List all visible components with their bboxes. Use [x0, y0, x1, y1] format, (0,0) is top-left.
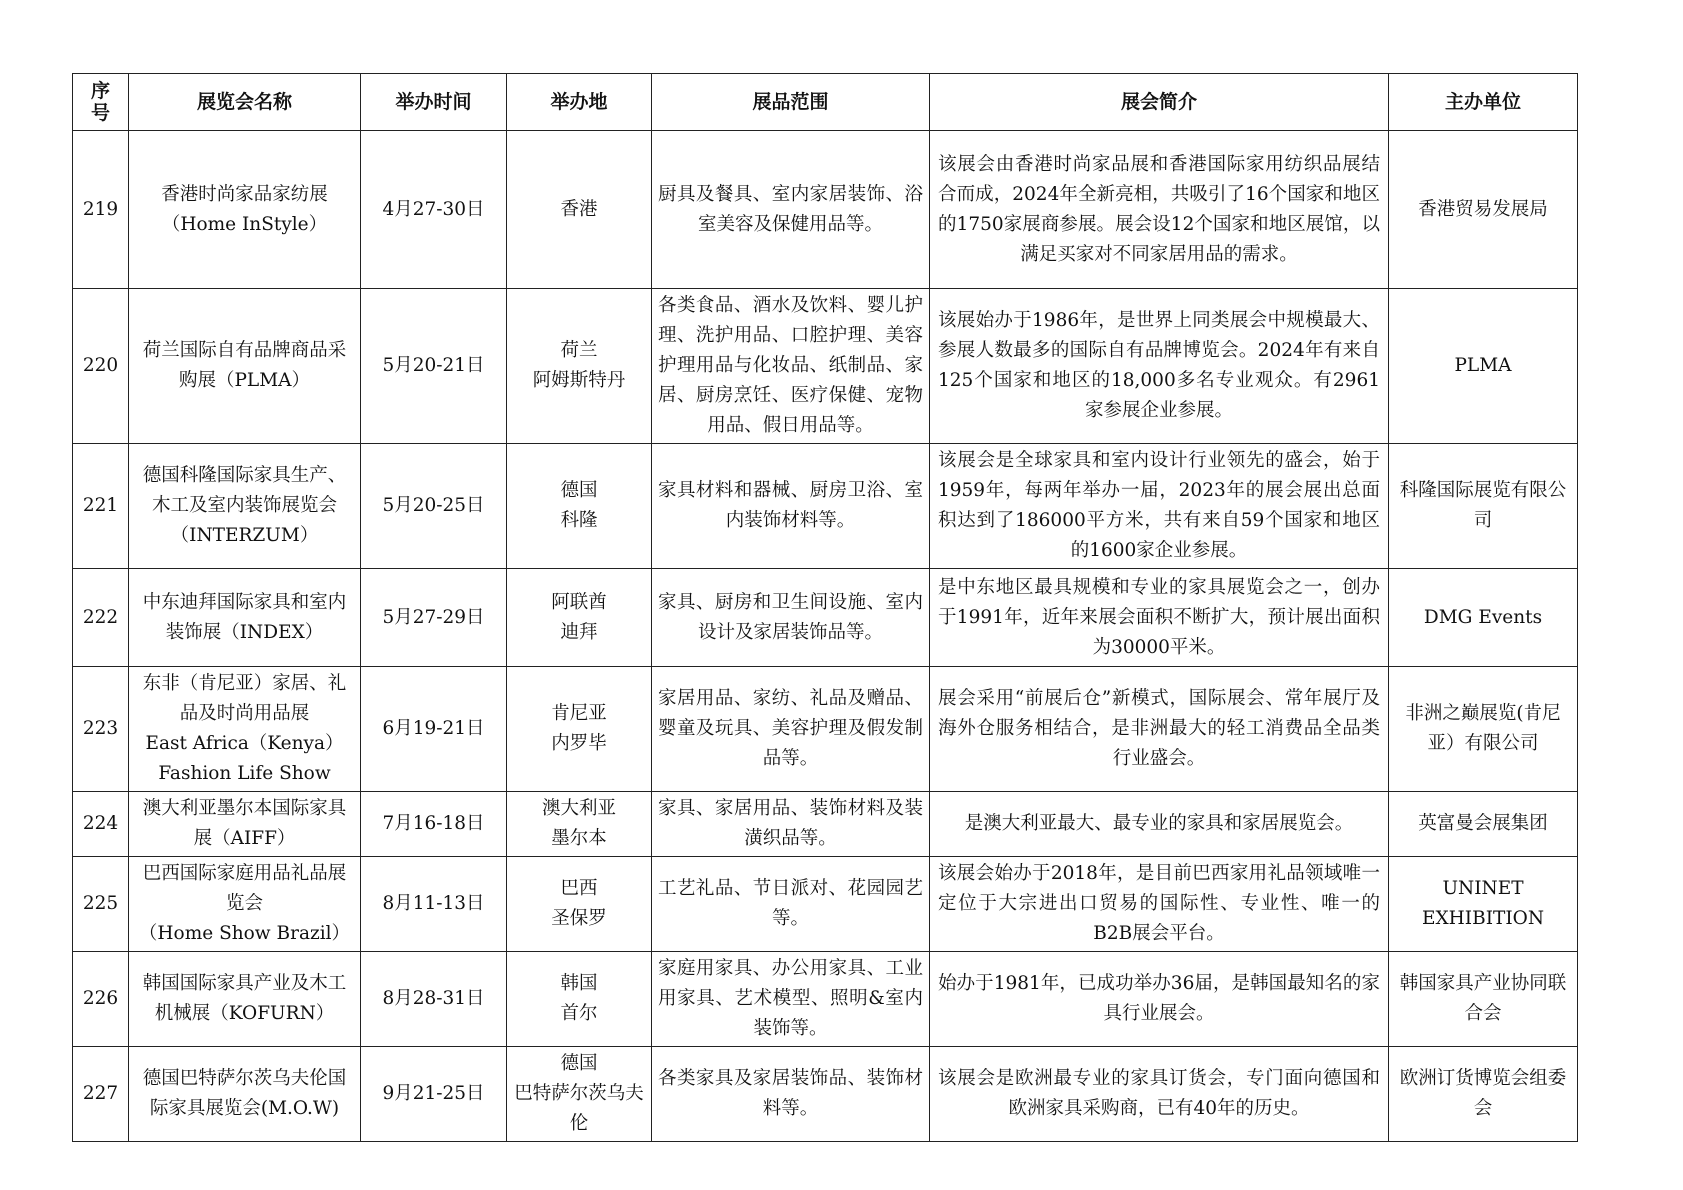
exhibition-name: 澳大利亚墨尔本国际家具展（AIFF）: [129, 792, 361, 857]
table-header: [73, 74, 1578, 131]
organizer: DMG Events: [1389, 569, 1578, 667]
row-number: 223: [73, 667, 129, 792]
exhibition-name: 德国科隆国际家具生产、木工及室内装饰展览会（INTERZUM）: [129, 444, 361, 569]
exhibition-name: 巴西国际家庭用品礼品展览会 （Home Show Brazil）: [129, 857, 361, 952]
exhibit-scope: 家庭用家具、办公用家具、工业用家具、艺术模型、照明&室内装饰等。: [652, 952, 930, 1047]
exhibition-table: [72, 73, 1578, 1142]
exhibit-scope: 家具材料和器械、厨房卫浴、室内装饰材料等。: [652, 444, 930, 569]
table-row: [73, 667, 1578, 792]
table-row: [73, 444, 1578, 569]
organizer: UNINET EXHIBITION: [1389, 857, 1578, 952]
exhibition-date: 7月16-18日: [361, 792, 507, 857]
exhibition-name: 中东迪拜国际家具和室内装饰展（INDEX）: [129, 569, 361, 667]
header-place: 举办地: [507, 74, 652, 131]
exhibition-place: 澳大利亚 墨尔本: [507, 792, 652, 857]
exhibition-place: 巴西 圣保罗: [507, 857, 652, 952]
exhibit-scope: 厨具及餐具、室内家居装饰、浴室美容及保健用品等。: [652, 131, 930, 289]
exhibition-date: 6月19-21日: [361, 667, 507, 792]
exhibition-place: 阿联酋 迪拜: [507, 569, 652, 667]
row-number: 227: [73, 1047, 129, 1142]
exhibition-date: 5月27-29日: [361, 569, 507, 667]
exhibition-intro: 该展会始办于2018年，是目前巴西家用礼品领域唯一定位于大宗进出口贸易的国际性、专业性、唯一的B2B展会平台。: [930, 857, 1389, 952]
exhibition-intro: 是中东地区最具规模和专业的家具展览会之一，创办于1991年，近年来展会面积不断扩大，预计展出面积为30000平米。: [930, 569, 1389, 667]
organizer: 科隆国际展览有限公司: [1389, 444, 1578, 569]
row-number: 226: [73, 952, 129, 1047]
exhibition-place: 德国 巴特萨尔茨乌夫伦: [507, 1047, 652, 1142]
exhibition-name: 韩国国际家具产业及木工机械展（KOFURN）: [129, 952, 361, 1047]
table-row: [73, 857, 1578, 952]
exhibition-date: 5月20-25日: [361, 444, 507, 569]
header-date: 举办时间: [361, 74, 507, 131]
exhibition-date: 9月21-25日: [361, 1047, 507, 1142]
exhibition-date: 4月27-30日: [361, 131, 507, 289]
table-row: [73, 792, 1578, 857]
exhibition-name: 香港时尚家品家纺展（Home InStyle）: [129, 131, 361, 289]
exhibition-intro: 是澳大利亚最大、最专业的家具和家居展览会。: [930, 792, 1389, 857]
exhibition-name: 东非（肯尼亚）家居、礼品及时尚用品展 East Africa（Kenya）Fashion Life Show: [129, 667, 361, 792]
exhibit-scope: 家具、厨房和卫生间设施、室内设计及家居装饰品等。: [652, 569, 930, 667]
organizer: 英富曼会展集团: [1389, 792, 1578, 857]
table-row: [73, 289, 1578, 444]
exhibition-intro: 该展会由香港时尚家品展和香港国际家用纺织品展结合而成，2024年全新亮相，共吸引了16个国家和地区的1750家展商参展。展会设12个国家和地区展馆，以满足买家对不同家居用品的需求。: [930, 131, 1389, 289]
exhibition-place: 荷兰 阿姆斯特丹: [507, 289, 652, 444]
exhibition-date: 8月28-31日: [361, 952, 507, 1047]
exhibition-place: 德国 科隆: [507, 444, 652, 569]
organizer: PLMA: [1389, 289, 1578, 444]
exhibition-intro: 该展会是欧洲最专业的家具订货会，专门面向德国和欧洲家具采购商，已有40年的历史。: [930, 1047, 1389, 1142]
exhibition-name: 德国巴特萨尔茨乌夫伦国际家具展览会(M.O.W): [129, 1047, 361, 1142]
row-number: 225: [73, 857, 129, 952]
header-intro: 展会简介: [930, 74, 1389, 131]
exhibit-scope: 各类家具及家居装饰品、装饰材料等。: [652, 1047, 930, 1142]
exhibition-intro: 展会采用“前展后仓”新模式，国际展会、常年展厅及海外仓服务相结合，是非洲最大的轻工消费品全品类行业盛会。: [930, 667, 1389, 792]
row-number: 219: [73, 131, 129, 289]
header-no: 序号: [73, 74, 129, 131]
exhibition-intro: 该展始办于1986年，是世界上同类展会中规模最大、参展人数最多的国际自有品牌博览会。2024年有来自 125个国家和地区的18,000多名专业观众。有2961家参展企业参展。: [930, 289, 1389, 444]
table-row: [73, 1047, 1578, 1142]
exhibit-scope: 家具、家居用品、装饰材料及装潢织品等。: [652, 792, 930, 857]
exhibition-date: 8月11-13日: [361, 857, 507, 952]
table-row: [73, 952, 1578, 1047]
exhibition-intro: 该展会是全球家具和室内设计行业领先的盛会，始于1959年，每两年举办一届，2023年的展会展出总面积达到了186000平方米，共有来自59个国家和地区的1600家企业参展。: [930, 444, 1389, 569]
organizer: 韩国家具产业协同联合会: [1389, 952, 1578, 1047]
organizer: 非洲之巅展览(肯尼亚）有限公司: [1389, 667, 1578, 792]
header-name: 展览会名称: [129, 74, 361, 131]
exhibition-place: 肯尼亚 内罗毕: [507, 667, 652, 792]
exhibition-intro: 始办于1981年，已成功举办36届，是韩国最知名的家具行业展会。: [930, 952, 1389, 1047]
exhibition-name: 荷兰国际自有品牌商品采购展（PLMA）: [129, 289, 361, 444]
organizer: 香港贸易发展局: [1389, 131, 1578, 289]
exhibition-place: 韩国 首尔: [507, 952, 652, 1047]
header-scope: 展品范围: [652, 74, 930, 131]
exhibit-scope: 家居用品、家纺、礼品及赠品、婴童及玩具、美容护理及假发制品等。: [652, 667, 930, 792]
exhibition-place: 香港: [507, 131, 652, 289]
table-body: [73, 131, 1578, 1142]
organizer: 欧洲订货博览会组委会: [1389, 1047, 1578, 1142]
row-number: 222: [73, 569, 129, 667]
header-organizer: 主办单位: [1389, 74, 1578, 131]
exhibit-scope: 各类食品、酒水及饮料、婴儿护理、洗护用品、口腔护理、美容护理用品与化妆品、纸制品、家居、厨房烹饪、医疗保健、宠物用品、假日用品等。: [652, 289, 930, 444]
row-number: 221: [73, 444, 129, 569]
exhibit-scope: 工艺礼品、节日派对、花园园艺等。: [652, 857, 930, 952]
row-number: 220: [73, 289, 129, 444]
exhibition-date: 5月20-21日: [361, 289, 507, 444]
header-row: [73, 74, 1578, 131]
table-row: [73, 569, 1578, 667]
table-row: [73, 131, 1578, 289]
row-number: 224: [73, 792, 129, 857]
